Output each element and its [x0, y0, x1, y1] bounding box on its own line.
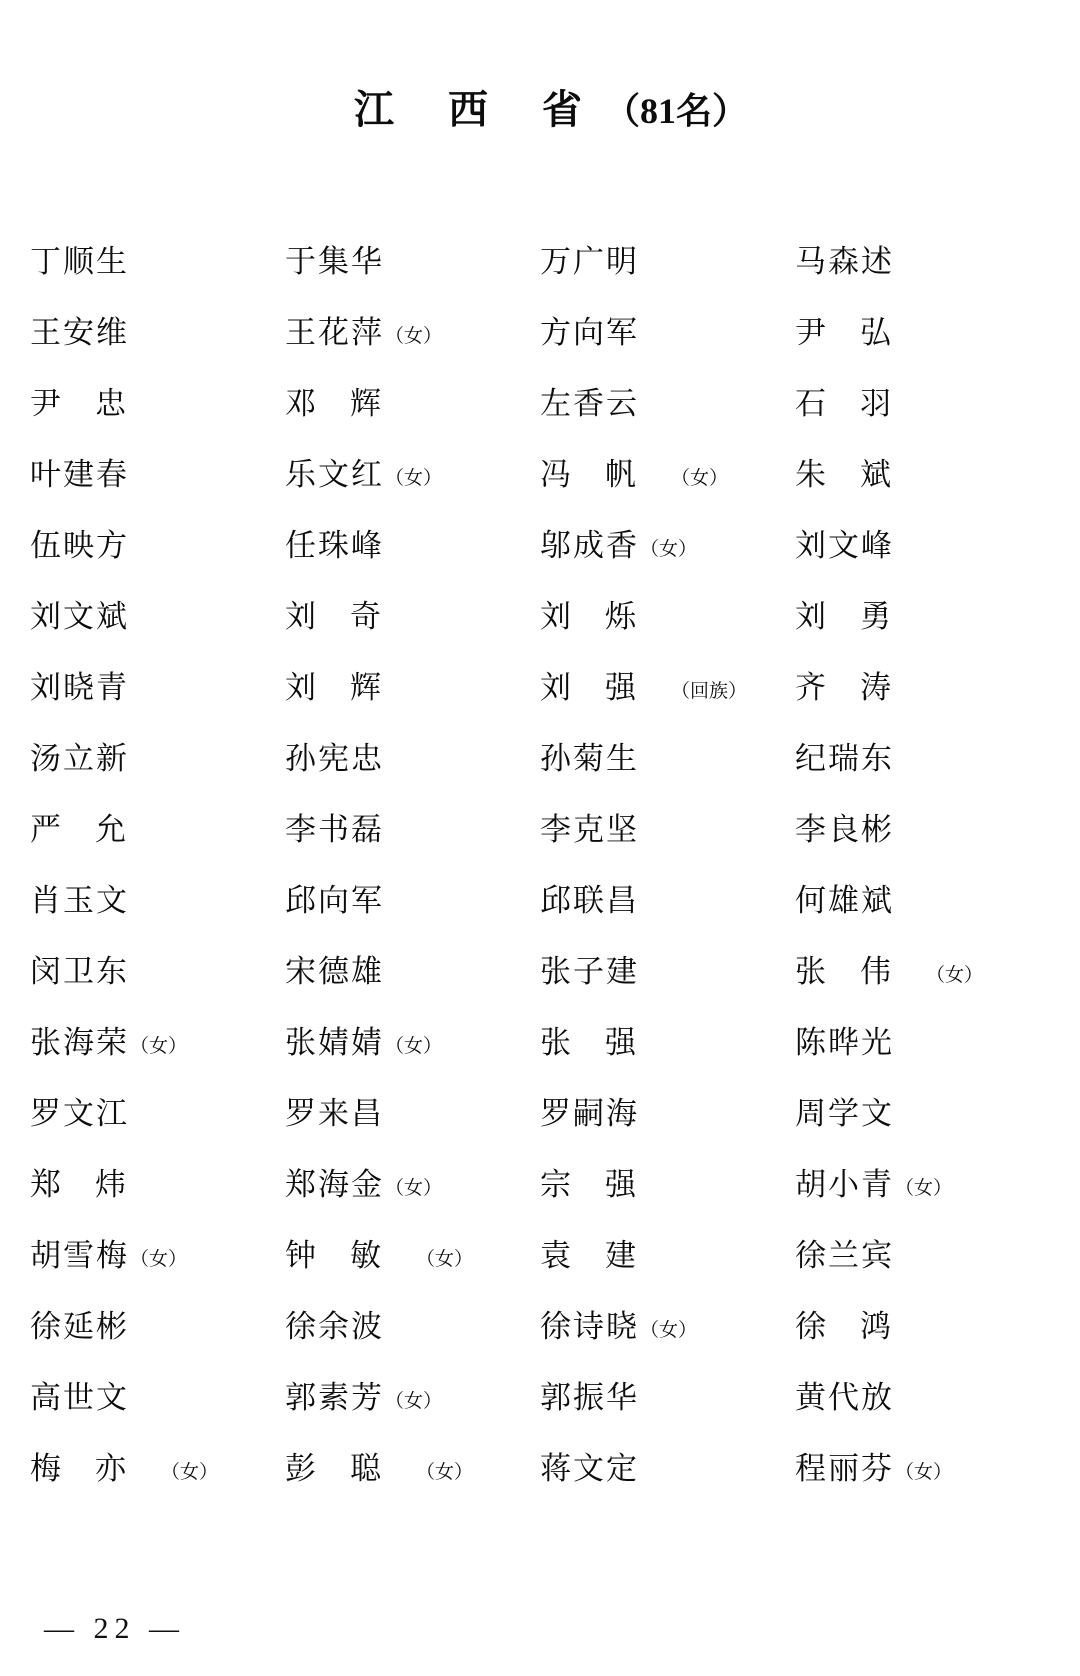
person-annotation: （女）: [161, 1462, 219, 1483]
person-name: 王安维: [30, 315, 129, 350]
person-name: 张海荣: [30, 1025, 129, 1060]
person-name: 陈晔光: [795, 1025, 894, 1060]
person-name: 罗嗣海: [540, 1096, 639, 1131]
person-name: 张伟: [795, 954, 925, 989]
name-entry: [30, 933, 285, 1004]
person-annotation: （女）: [895, 1178, 953, 1199]
name-entry: [795, 791, 1050, 862]
person-name: 邬成香: [540, 528, 639, 563]
name-entry: [795, 1217, 1050, 1288]
name-entry: [30, 720, 285, 791]
page-title: [0, 78, 1080, 135]
person-name: 李克坚: [540, 812, 639, 847]
person-name: 刘烁: [540, 599, 670, 634]
name-entry: [795, 1075, 1050, 1146]
name-entry: [285, 1075, 540, 1146]
person-name: 彭聪: [285, 1451, 415, 1486]
name-entry: [30, 1146, 285, 1217]
name-entry: [540, 1288, 795, 1359]
name-entry: [285, 720, 540, 791]
name-entry: [30, 1004, 285, 1075]
person-name: 张婧婧: [285, 1025, 384, 1060]
person-name: 闵卫东: [30, 954, 129, 989]
person-annotation: （女）: [385, 1178, 443, 1199]
person-name: 郑海金: [285, 1167, 384, 1202]
name-entry: [795, 507, 1050, 578]
name-entry: [540, 1217, 795, 1288]
name-entry: [795, 294, 1050, 365]
person-annotation: （回族）: [671, 681, 748, 702]
name-entry: [540, 1430, 795, 1501]
person-name: 邱联昌: [540, 883, 639, 918]
name-entry: [540, 1359, 795, 1430]
person-annotation: （女）: [385, 468, 443, 489]
name-entry: [540, 223, 795, 294]
person-name: 刘文斌: [30, 599, 129, 634]
name-entry: [795, 365, 1050, 436]
name-entry: [285, 1004, 540, 1075]
page-title-count: （81名）: [603, 91, 748, 131]
person-name: 蒋文定: [540, 1451, 639, 1486]
person-name: 刘勇: [795, 599, 925, 634]
person-annotation: （女）: [130, 1249, 188, 1270]
person-name: 冯帆: [540, 457, 670, 492]
person-annotation: （女）: [385, 326, 443, 347]
person-name: 张子建: [540, 954, 639, 989]
name-entry: [795, 1430, 1050, 1501]
person-annotation: （女）: [385, 1391, 443, 1412]
name-entry: [30, 1359, 285, 1430]
name-entry: [540, 1004, 795, 1075]
name-entry: [795, 1004, 1050, 1075]
person-name: 尹弘: [795, 315, 925, 350]
person-name: 肖玉文: [30, 883, 129, 918]
person-annotation: （女）: [416, 1249, 474, 1270]
person-name: 朱斌: [795, 457, 925, 492]
name-entry: [540, 933, 795, 1004]
name-entry: [30, 1430, 285, 1501]
person-name: 梅亦: [30, 1451, 160, 1486]
person-name: 邱向军: [285, 883, 384, 918]
person-name: 胡小青: [795, 1167, 894, 1202]
name-entry: [285, 933, 540, 1004]
name-entry: [30, 649, 285, 720]
person-annotation: （女）: [640, 539, 698, 560]
name-list: [0, 223, 1080, 1501]
person-name: 严允: [30, 812, 160, 847]
name-entry: [795, 1359, 1050, 1430]
name-entry: [285, 1359, 540, 1430]
name-entry: [795, 436, 1050, 507]
name-entry: [540, 436, 795, 507]
name-entry: [30, 862, 285, 933]
person-name: 纪瑞东: [795, 741, 894, 776]
person-name: 李书磊: [285, 812, 384, 847]
name-entry: [540, 862, 795, 933]
person-name: 丁顺生: [30, 244, 129, 279]
person-annotation: （女）: [130, 1036, 188, 1057]
name-entry: [30, 365, 285, 436]
person-name: 伍映方: [30, 528, 129, 563]
person-name: 左香云: [540, 386, 639, 421]
name-entry: [285, 436, 540, 507]
name-entry: [285, 791, 540, 862]
person-name: 徐延彬: [30, 1309, 129, 1344]
name-entry: [795, 1288, 1050, 1359]
person-name: 孙菊生: [540, 741, 639, 776]
name-entry: [30, 507, 285, 578]
person-name: 程丽芬: [795, 1451, 894, 1486]
name-entry: [795, 1146, 1050, 1217]
page-title-province: 江 西 省: [353, 87, 604, 132]
name-entry: [285, 1288, 540, 1359]
document-page: [0, 78, 1080, 1676]
person-name: 乐文红: [285, 457, 384, 492]
name-entry: [540, 578, 795, 649]
name-entry: [540, 649, 795, 720]
person-annotation: （女）: [926, 965, 984, 986]
name-entry: [795, 720, 1050, 791]
person-name: 郭振华: [540, 1380, 639, 1415]
name-entry: [30, 1288, 285, 1359]
person-name: 周学文: [795, 1096, 894, 1131]
person-name: 石羽: [795, 386, 925, 421]
person-name: 宗强: [540, 1167, 670, 1202]
person-name: 刘辉: [285, 670, 415, 705]
person-name: 任珠峰: [285, 528, 384, 563]
name-entry: [30, 791, 285, 862]
name-entry: [795, 578, 1050, 649]
name-entry: [540, 720, 795, 791]
person-name: 郭素芳: [285, 1380, 384, 1415]
name-entry: [540, 294, 795, 365]
person-annotation: （女）: [895, 1462, 953, 1483]
person-name: 宋德雄: [285, 954, 384, 989]
person-name: 汤立新: [30, 741, 129, 776]
person-name: 高世文: [30, 1380, 129, 1415]
person-annotation: （女）: [416, 1462, 474, 1483]
person-name: 万广明: [540, 244, 639, 279]
person-annotation: （女）: [671, 468, 729, 489]
person-name: 罗来昌: [285, 1096, 384, 1131]
name-entry: [540, 791, 795, 862]
name-entry: [285, 1217, 540, 1288]
person-name: 王花萍: [285, 315, 384, 350]
name-entry: [285, 578, 540, 649]
name-entry: [285, 507, 540, 578]
name-entry: [285, 649, 540, 720]
name-entry: [540, 1075, 795, 1146]
person-name: 邓辉: [285, 386, 415, 421]
name-entry: [30, 294, 285, 365]
name-entry: [30, 436, 285, 507]
name-entry: [285, 1430, 540, 1501]
person-name: 孙宪忠: [285, 741, 384, 776]
name-entry: [540, 507, 795, 578]
person-name: 于集华: [285, 244, 384, 279]
name-entry: [540, 1146, 795, 1217]
name-entry: [285, 862, 540, 933]
person-name: 钟敏: [285, 1238, 415, 1273]
person-name: 徐鸿: [795, 1309, 925, 1344]
person-name: 刘强: [540, 670, 670, 705]
name-entry: [30, 1075, 285, 1146]
name-entry: [30, 578, 285, 649]
person-name: 胡雪梅: [30, 1238, 129, 1273]
name-entry: [30, 1217, 285, 1288]
name-entry: [285, 294, 540, 365]
person-name: 袁建: [540, 1238, 670, 1273]
person-name: 李良彬: [795, 812, 894, 847]
name-entry: [795, 933, 1050, 1004]
person-name: 齐涛: [795, 670, 925, 705]
person-name: 刘文峰: [795, 528, 894, 563]
person-name: 刘奇: [285, 599, 415, 634]
page-number: — 22 —: [44, 1612, 185, 1645]
person-name: 徐余波: [285, 1309, 384, 1344]
name-entry: [285, 1146, 540, 1217]
person-name: 何雄斌: [795, 883, 894, 918]
person-name: 马森述: [795, 244, 894, 279]
person-name: 黄代放: [795, 1380, 894, 1415]
name-entry: [795, 862, 1050, 933]
person-annotation: （女）: [385, 1036, 443, 1057]
person-name: 徐诗晓: [540, 1309, 639, 1344]
person-name: 郑炜: [30, 1167, 160, 1202]
name-entry: [30, 223, 285, 294]
person-name: 方向军: [540, 315, 639, 350]
person-annotation: （女）: [640, 1320, 698, 1341]
person-name: 罗文江: [30, 1096, 129, 1131]
name-entry: [540, 365, 795, 436]
name-entry: [795, 223, 1050, 294]
name-entry: [285, 223, 540, 294]
name-entry: [795, 649, 1050, 720]
person-name: 张强: [540, 1025, 670, 1060]
person-name: 叶建春: [30, 457, 129, 492]
person-name: 尹忠: [30, 386, 160, 421]
name-entry: [285, 365, 540, 436]
person-name: 徐兰宾: [795, 1238, 894, 1273]
person-name: 刘晓青: [30, 670, 129, 705]
